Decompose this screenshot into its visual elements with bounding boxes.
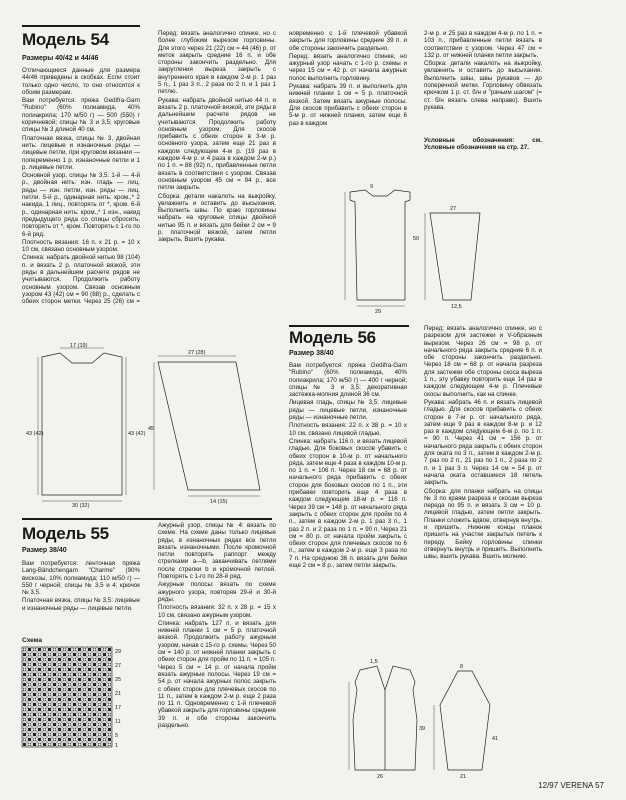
model-54-top-rule [22,25,140,27]
d54a-right: 43 (42) [128,431,146,437]
svg-text:29: 29 [115,649,122,655]
m55-neck: новременно с 1-й плечевой убавкой закрыть для горловины средние 39 п. и обе стороны закончить раздельно. [289,30,407,52]
model-55-size: Размер 38/40 [22,547,67,554]
model-54-size: Размеры 40/42 и 44/46 [22,55,99,62]
d56b-bottom: 21 [460,774,467,780]
m56-materials: Вам потребуется: пряжа Gedifra-Garn "Rubino" (60% полиамида, 40% полиакрила; 170 м/50 г) — 400 г черной; спицы № 3 и 3,5; декоративная застежка-молния длиной 36 см. [289,362,407,399]
d56-side: 39 [419,726,426,732]
svg-text:21: 21 [115,691,122,697]
d54a-left: 43 (42) [26,431,44,437]
m54-back: Спинка: набрать двойной нитью 98 (104) п. и вязать 2 р. платочной вязкой, эти ряды в дальнейшем расчете рядов не учитываются. Продолжить работу основным узором. Связав основным узором 43 (42) см = 90 (88) р., сделать с обеих сторон метки. Через 25 (26) см = [22,254,140,306]
page-footer: 12/97 VERENA 57 [538,781,604,790]
m55-garter: Платочная вязка, спицы № 3,5: лицевые и изнаночные ряды — лицевые петли. [22,597,140,612]
m55-gauge: Плотность вязания: 32 п. x 28 р. = 15 x 10 см, связано ажурным узором. [158,604,276,619]
m54-sleeve-diagram [148,350,273,505]
m56-front: Перед: вязать аналогично спинке, но с разрезом для застежки и V-образным вырезом. Через 26 см = 98 р. от начального ряда закрыть средние 6 п. и обе стороны закончить раздельно. Через 18 см = 68 р. от начала разреза для застежки обе стороны скоса выреза 1 п., эту убавку повторить еще 14 раз в каждом следующем 4-м р. Плечевые скосы выполнить, как на спинке. [424,325,542,398]
d55-bottom: 29 [375,309,382,315]
m54-front: Перед: вязать аналогично спинке, но с более глубоким вырезом горловины. Для этого через 21 (22) см = 44 (46) р. от меток закрыть средние 16 п. и обе стороны закончить раздельно. Для закругления выреза закрыть с внутреннего края в каждом 2-м р. 1 раз 5 п., 1 раз 3 п., 2 раза по 2 п. и 1 раз 1 петлю. [158,30,276,96]
m55-back: Спинка: набрать 127 п. и вязать для нижней планки 1 см = 5 р. платочной вязкой. Продолжить работу ажурным узором, начав с 15-го р. схемы. Через 50 см = 140 р. от нижней планки закрыть с обеих сторон для пройм по 11 п. = 105 п. Через 5 см = 14 р. от начала пройм вязать ажурные полосы. Через 19 см = 54 р. от начала ажурных полос закрыть с обеих сторон для плечевых скосов по 11 п., затем в каждом 2-м р. еще 2 раза по 11 п. Одновременно с 1-й плечевой убавкой закрыть для горловины средние 39 п. и обе стороны закончить раздельно. [158,619,276,730]
m54-materials: Вам потребуется: пряжа Gedifra-Garn "Rubino" (60% полиамида, 40% полиакрила; 170 м/50 г) — 500 (550) г коричневой; спицы № 3 и 3,5; круговые спицы № 3 длиной 40 см. [22,97,140,134]
svg-text:1: 1 [115,743,119,749]
m54-body-diagram [22,343,146,509]
m55-sleeve-diagram [425,205,485,315]
m56-gauge: Плотность вязания: 22 п. x 38 р. = 10 x 10 см, связано лицевой гладью. [289,422,407,437]
col-56-left [289,362,407,570]
svg-text:5: 5 [115,733,119,739]
legend-note: Условные обозначения: см. Условные обозначения на стр. 27. [424,137,542,152]
m55-body-diagram [335,180,425,330]
m54-assembly: Сборка: детали накалоть на выкройку, увлажнить и оставить до высыхания. Выполнить швы. По краю горловины набрать на круговые спицы двойной нитью 95 п. и вязать для бейки 2 см = 9 р. платочной вязкой, затем петли закрыть. Вшить рукава. [158,192,276,244]
m55-lace: Ажурный узор, спицы № 4: вязать по схеме. На схеме даны только лицевые ряды, в изнаночных рядах все петли вязать изнаночными. После кромочной петли повторять раппорт между стрелками а—b, заканчивать петлями после стрелки b и кромочной петлей. Повторять с 1-го по 28-й ряд. [158,522,276,581]
svg-text:27: 27 [115,663,122,669]
m55-stripes: Ажурные полосы: вязать по схеме ажурного узора, повторяя 29-й и 30-й ряды. [158,581,276,603]
model-55-top-rule [22,518,272,520]
d56-bottom: 26 [377,774,384,780]
m54-garter: Платочная вязка, спицы № 3, двойная нить: лицевые и изнаночные ряды — лицевые петли, при круговом вязании — попеременно 1 р. изнаночные петли и 1 р. лицевые петли. [22,134,140,171]
m55-front: Перед: вязать аналогично спинке, но ажурный узор начать с 1-го р. схемы и через 15 см = 42 р. от начала ажурных полос выполнить горловину. [289,52,407,82]
m55-sleeves: Рукава: набрать 39 п. и выполнить для нижней планки 1 см = 5 р. платочной вязкой. Затем вязать ажурные полосы. Для скосов прибавить с обеих сторон в 5-м р. от нижней планки, затем еще 6 раз в каждом [289,83,407,127]
svg-text:11: 11 [115,719,121,725]
col-3-top [289,30,407,128]
model-56-size: Размер 38/40 [289,350,334,357]
d56-top: 1,5 [370,659,378,665]
col-56-right [424,325,542,562]
m54-gauge: Плотность вязания: 16 п. x 21 р. = 10 x 10 см, связано основным узором. [22,238,140,254]
col-55-left [22,560,140,613]
col-1 [22,67,140,307]
d55b-bottom: 12,5 [451,304,462,310]
d55b-top: 27 [450,206,457,212]
m55-assembly: Сборка: детали накалоть на выкройку, увлажнить и оставить до высыхания. Выполнить швы, швы рукавов — до поперечной метки. Горловину обвязать крючком 1 р. ст. б/н и "рачьим шагом" (= ст. б/н вязать слева направо). Вшить рукава. [424,60,542,111]
m55-lace-chart [22,647,137,762]
model-56-top-rule [289,325,409,327]
m54-pattern: Основной узор, спицы № 3,5: 1-й — 4-й р., двойная нить: изн. гладь — лиц. ряды — изн. петли, изн. ряды — лиц. петли. 5-й р., одинарная нить: кром.,* 2 накида, 1 лиц., повторять от *, кром. 6-й р., одинарная нить: кром.,* 1 изн., накид предыдущего ряда со спицы сбросить, повторять от *, кром. Повторять с 1-го по 6-й ряд. [22,172,140,238]
model-54-title: Модель 54 [22,30,109,49]
d54b-side: 45 [148,426,155,432]
svg-text:17: 17 [115,705,122,711]
m56-sleeves: Рукава: набрать 46 п. и вязать лицевой гладью. Для скосов прибавить с обеих сторон в 7-м р. от начального ряда, затем еще 9 раз в каждом 8-м р. и 12 раз в каждом следующем 6-м р. по 1 п. = 90 п. Через 41 см = 156 р. от начального ряда закрыть с обеих сторон для оката по 3 п., затем в каждом 2-м р. 7 раз по 2 п., 21 раз по 1 п., 2 раза по 2 п. и 1 раз 3 п. Через 14 см = 54 р. от начала оката оставшиеся 18 петель закрыть. [424,398,542,487]
d55-height: 50 [413,236,420,242]
d54a-top: 17 (19) [70,343,88,349]
d55-top: 9 [370,184,374,190]
m54-sleeves: Рукава: набрать двойной нитью 44 п. и вязать 2 р. платочной вязкой, эти ряды в дальнейшем расчете рядов не учитываются. Продолжить работу основным узором. Для скосов прибавить с обеих сторон в 3-м р. основного узора, затем еще 21 раз в каждом следующем 4-м р. (19 раз в каждом 4-м р. и 4 раза в каждом 2-м р.) по 1 п. = 88 (92) п., прибавленные петли вязать в соответствии с узором. Связав основным узором 45 см = 94 р., все петли закрыть. [158,96,276,192]
col-2 [158,30,276,245]
d56b-top: 8 [460,664,464,670]
m55-scheme-title: Схема [22,637,43,644]
svg-text:25: 25 [115,677,122,683]
col-55-mid [158,522,276,730]
m55-materials: Вам потребуется: ленточная пряжа Lang-Bändchengarn "Charme" (90% вискозы, 10% полиамида; 110 м/50 г) — 550 г черной; спицы № 3,5 и 4; крючок № 3,5. [22,560,140,597]
m55-sleeves-cont: 2-м р. и 25 раз в каждом 4-м р. по 1 п. = 103 п., прибавленные петли вязать в соответствии с узором. Через 47 см = 132 р. от нижней планки петли закрыть. [424,30,542,59]
d54b-bottom: 14 (15) [210,499,228,505]
col-4-top [424,30,542,112]
m56-assembly: Сборка: для планки набрать на спицы № 3 по краям разреза и скосам выреза переда по 95 п. и вязать 3 см = 10 р. лицевой гладью, затем петли закрыть. Планки сложить вдвое, отвернув внутрь, и пришить. Нижние концы планок пришить на участке закрытых петель к переду. Бейку горловины спинки отвернуть внутрь и пришить. Выполнить швы, вшить рукава. Вшить молнию. [424,487,542,561]
m56-sleeve-diagram [430,665,500,780]
m56-back: Спинка: набрать 116 п. и вязать лицевой гладью. Для боковых скосов убавить с обеих сторон в 10-м р. от начального ряда, затем еще 4 раза в каждом 10-м р. по 1 п. = 106 п. Через 18 см = 68 р. от начального ряда прибавить с обеих сторон для боковых скосов по 1 п., эти прибавки повторить еще 4 раза в каждом следующем 18-м р. = 116 п. Через 39 см = 148 р. от начального ряда закрыть с обеих сторон для пройм по 4 п., затем в каждом 2-м р. 1 раз 3 п., 1 раз 2 п. и 2 раза по 1 п. = 90 п. Через 21 см = 80 р. от начала пройм закрыть с обеих сторон для плечевых скосов по 6 п., затем в каждом 2-м р. еще 3 раза по 7 п. На среднюю 36 п. вязать для бейки еще 2 см = 8 р., затем петли закрыть. [289,437,407,570]
m54-intro: Отличающиеся данные для размера 44/46 приведены в скобках. Если стоит только одно число, то оно относится к обоим размерам. [22,67,140,96]
d54b-top: 27 (28) [188,350,206,356]
m56-stockinette: Лицевая гладь, спицы № 3,5: лицевые ряды — лицевые петли, изнаночные ряды — изнаночные петли. [289,399,407,422]
m56-body-diagram [345,660,430,780]
model-55-title: Модель 55 [22,524,109,543]
d56b-side: 41 [492,736,499,742]
model-56-title: Модель 56 [289,328,376,347]
d54a-bottom: 30 (32) [72,503,90,509]
